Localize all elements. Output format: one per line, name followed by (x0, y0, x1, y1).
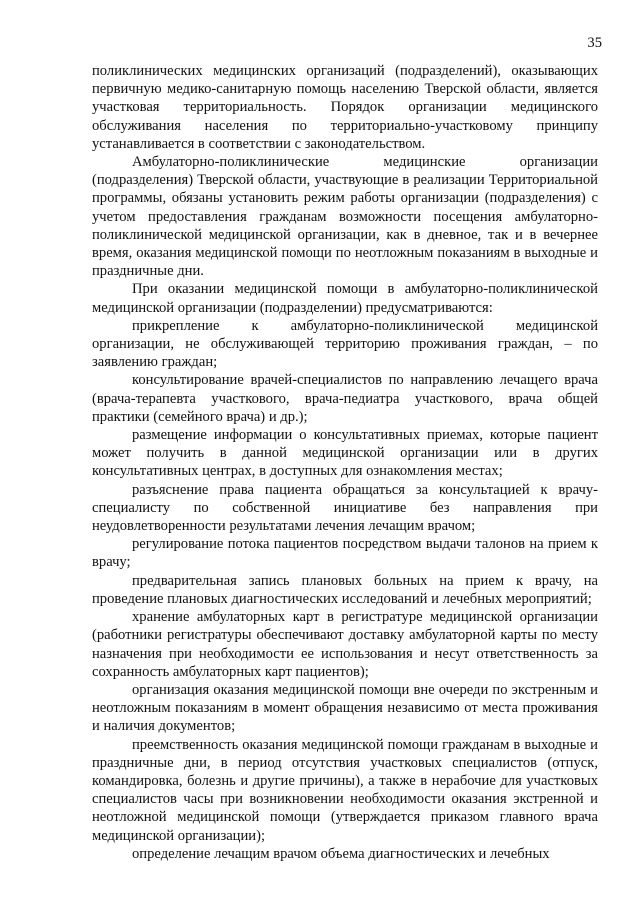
paragraph: Амбулаторно-поликлинические медицинские организации (подразделения) Тверской области, участвующие в реализации Территориальной программы, обязаны установить режим работы организации (подразделения) с учетом предоставления гражданам возможности посещения амбулаторно-поликлинической медицинской организации, как в дневное, так и в вечернее время, оказания медицинской помощи по неотложным показаниям в выходные и праздничные дни. (92, 154, 598, 280)
paragraph: предварительная запись плановых больных на прием к врачу, на проведение плановых диагностических исследований и лечебных мероприятий; (92, 572, 598, 607)
paragraph: размещение информации о консультативных приемах, которые пациент может получить в данной медицинской организации или в других консультативных центрах, в доступных для ознакомления местах; (92, 427, 598, 480)
paragraph: При оказании медицинской помощи в амбулаторно-поликлинической медицинской организации (подразделении) предусматриваются: (92, 281, 598, 316)
page-number: 35 (587, 35, 602, 51)
paragraph: поликлинических медицинских организаций (подразделений), оказывающих первичную медико-санитарную помощь населению Тверской области, является участковая территориальность. Порядок организации медицинского обслуживания населения по территориально-участковому принципу устанавливается в соответствии с законодательством. (92, 63, 598, 152)
paragraph: прикрепление к амбулаторно-поликлинической медицинской организации, не обслуживающей территорию проживания граждан, – по заявлению граждан; (92, 317, 598, 371)
document-body (92, 62, 598, 863)
paragraph: определение лечащим врачом объема диагностических и лечебных (132, 845, 550, 862)
paragraph: консультирование врачей-специалистов по направлению лечащего врача (врача-терапевта участкового, врача-педиатра участкового, врача общей практики (семейного врача) и др.); (92, 372, 598, 425)
paragraph: регулирование потока пациентов посредством выдачи талонов на прием к врачу; (92, 536, 598, 571)
paragraph: разъяснение права пациента обращаться за консультацией к врачу-специалисту по собственной инициативе без направления при неудовлетворенности результатами лечения лечащим врачом; (92, 481, 598, 535)
paragraph: хранение амбулаторных карт в регистратуре медицинской организации (работники регистратуры обеспечивают доставку амбулаторной карты по месту назначения при необходимости ее использования и несут ответственность за сохранность амбулаторных карт пациентов); (92, 609, 598, 680)
paragraph: преемственность оказания медицинской помощи гражданам в выходные и праздничные дни, в период отсутствия участковых специалистов (отпуск, командировка, болезнь и другие причины), а также в нерабочие для участковых специалистов часы при возникновении необходимости оказания экстренной и неотложной медицинской помощи (утверждается приказом главного врача медицинской организации); (92, 736, 598, 844)
paragraph: организация оказания медицинской помощи вне очереди по экстренным и неотложным показаниям в момент обращения независимо от места проживания и наличия документов; (92, 681, 598, 735)
